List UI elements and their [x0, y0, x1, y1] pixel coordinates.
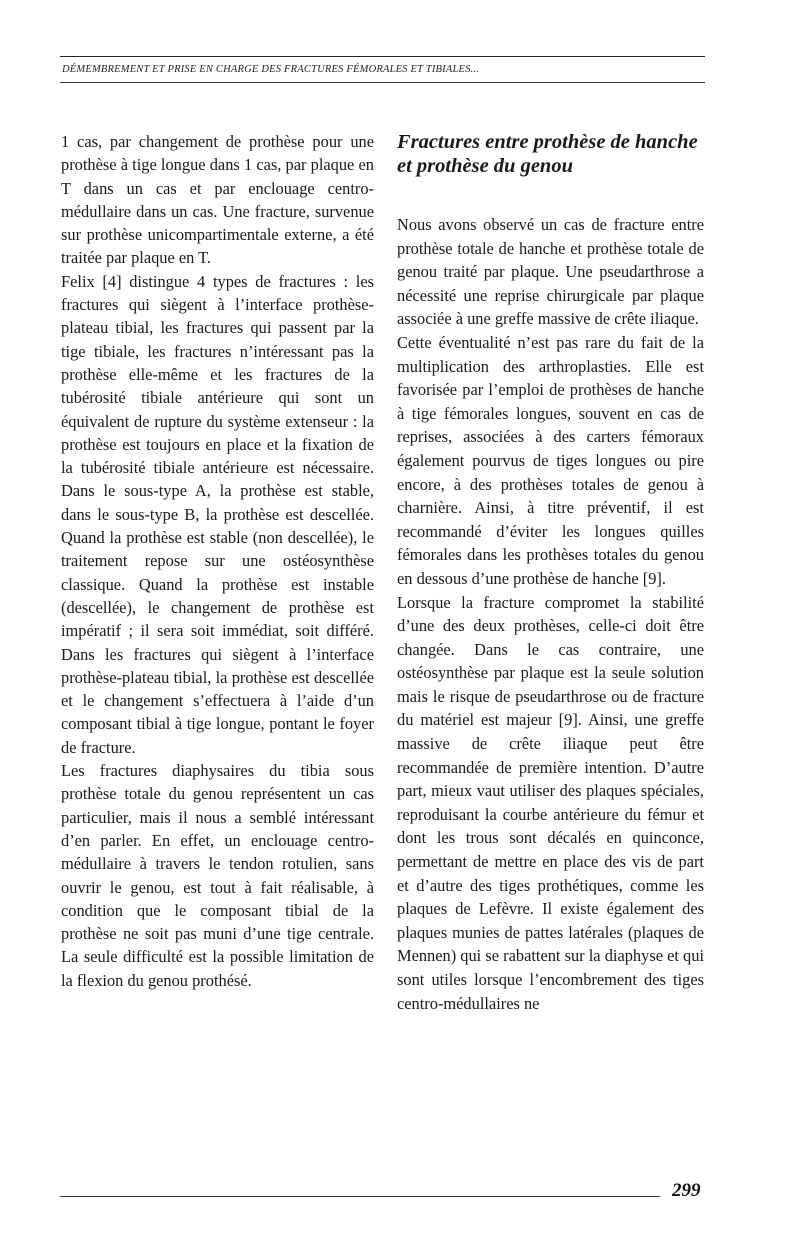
paragraph-case-observed: Nous avons observé un cas de fracture entre prothèse totale de hanche et prothèse totale de genou traité par plaque. Une pseudarthrose a nécessité une reprise chirurgicale par plaque associée à une greffe massive de crête iliaque.	[397, 215, 704, 329]
paragraph-eventuality: Cette éventualité n’est pas rare du fait de la multiplication des arthroplasties. Elle est favorisée par l’emploi de prothèses de hanche à tige fémorales longues, souvent en cas de reprises, associées à des carters fémoraux également pourvus de tiges longues ou pire encore, à des prothèses totales de genou à charnière. Ainsi, à titre préventif, il est recommandé d’éviter les longues quilles fémorales dans les prothèses totales du genou en dessous d’une prothèse de hanche [9].	[397, 332, 704, 588]
paragraph-diaphyseal-fractures: Les fractures diaphysaires du tibia sous prothèse totale du genou représentent un cas particulier, mais il nous a semblé intéressant d’en parler. En effet, un enclouage centro-médullaire à travers le tendon rotulien, sans ouvrir le genou, est tout à fait réalisable, à condition que le composant tibial de la prothèse ne soit pas muni d’une tige centrale. La seule difficulté est la possible limitation de la flexion du genou prothésé.	[61, 761, 374, 990]
paragraph-continuation: 1 cas, par changement de prothèse pour une prothèse à tige longue dans 1 cas, par plaque en T dans un cas et par enclouage centro-médullaire dans un cas. Une fracture, survenue sur prothèse unicompartimentale externe, a été traitée par plaque en T.	[61, 132, 374, 268]
paragraph-stability: Lorsque la fracture compromet la stabilité d’une des deux prothèses, celle-ci doit être changée. Dans le cas contraire, une ostéosynthèse par plaque est la seule solution mais le risque de pseudarthrose ou de fracture du matériel est majeur [9]. Ainsi, une greffe massive de crête iliaque peut être recommandée de première intention. D’autre part, mieux vaut utiliser des plaques spéciales, reproduisant la courbe antérieure du fémur et dont les trous sont décalés en quinconce, permettant de mettre en place des vis de part et d’autre des tiges prothétiques, comme les plaques de Lefèvre. Il existe également des plaques munies de pattes latérales (plaques de Mennen) qui se rabattent sur la diaphyse et qui sont utiles lorsque l’encombrement des tiges centro-médullaires ne	[397, 592, 704, 1013]
top-rule	[60, 56, 705, 57]
page-number: 299	[672, 1180, 701, 1201]
running-head: DÉMEMBREMENT ET PRISE EN CHARGE DES FRACTURES FÉMORALES ET TIBIALES...	[62, 64, 480, 75]
footer-rule	[60, 1196, 660, 1197]
right-column	[397, 130, 704, 1015]
paragraph-felix-classification: Felix [4] distingue 4 types de fractures : les fractures qui siègent à l’interface prothèse-plateau tibial, les fractures qui passent par la tige tibiale, les fractures n’intéressant pas la prothèse elle-même et les fractures de la tubérosité tibiale antérieure qui sont un équivalent de rupture du système extenseur : la prothèse est toujours en place et la fixation de la tubérosité tibiale antérieure est nécessaire. Dans le sous-type A, la prothèse est stable, dans le sous-type B, la prothèse est descellée. Quand la prothèse est stable (non descellée), le traitement repose sur une ostéosynthèse classique. Quand la prothèse est instable (descellée), le changement de prothèse est impératif ; il sera soit immédiat, soit différé. Dans les fractures qui siègent à l’interface prothèse-plateau tibial, la prothèse est descellée et le changement s’effectuera à l’aide d’un composant tibial à tige longue, pontant le foyer de fracture.	[61, 271, 374, 757]
header-rule	[60, 82, 705, 83]
left-column	[61, 130, 374, 992]
section-title: Fractures entre prothèse de hanche et prothèse du genou	[397, 131, 698, 177]
